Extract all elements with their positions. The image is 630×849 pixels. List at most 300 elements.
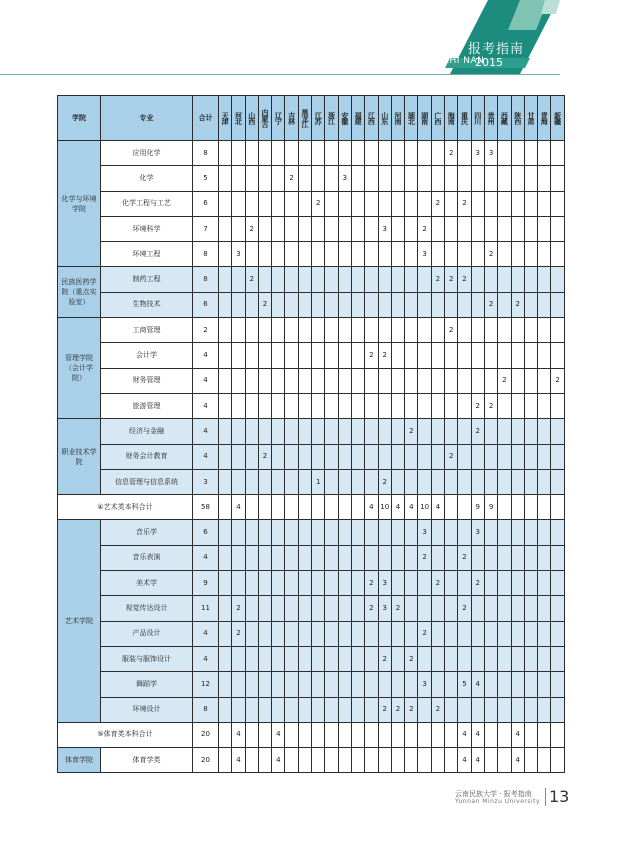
quota-cell xyxy=(312,621,325,646)
quota-cell xyxy=(378,267,391,292)
quota-cell: 2 xyxy=(484,292,497,317)
quota-cell xyxy=(338,646,351,671)
quota-cell xyxy=(511,495,524,520)
quota-cell: 2 xyxy=(378,343,391,368)
table-row xyxy=(58,393,565,418)
quota-cell xyxy=(538,520,551,545)
province-header: 福建 xyxy=(351,96,364,141)
quota-cell xyxy=(458,318,471,343)
quota-cell xyxy=(551,318,564,343)
quota-cell xyxy=(511,419,524,444)
quota-cell xyxy=(312,242,325,267)
quota-cell xyxy=(498,520,511,545)
quota-cell xyxy=(351,343,364,368)
quota-cell xyxy=(538,292,551,317)
quota-cell xyxy=(312,495,325,520)
quota-cell: 2 xyxy=(418,545,431,570)
quota-cell: 2 xyxy=(365,596,378,621)
quota-cell xyxy=(325,444,338,469)
quota-cell xyxy=(338,748,351,773)
quota-cell xyxy=(285,545,298,570)
quota-cell xyxy=(258,495,271,520)
quota-cell: 2 xyxy=(484,393,497,418)
quota-cell xyxy=(405,216,418,241)
quota-cell xyxy=(232,393,245,418)
table-row xyxy=(58,318,565,343)
quota-cell xyxy=(285,495,298,520)
quota-cell xyxy=(524,318,537,343)
quota-cell xyxy=(418,419,431,444)
quota-cell xyxy=(351,166,364,191)
quota-cell: 3 xyxy=(471,141,484,166)
quota-cell xyxy=(298,520,311,545)
quota-cell: 4 xyxy=(232,495,245,520)
quota-cell xyxy=(351,191,364,216)
quota-cell: 2 xyxy=(431,697,444,722)
quota-cell xyxy=(391,216,404,241)
quota-cell xyxy=(524,571,537,596)
quota-cell xyxy=(312,216,325,241)
quota-cell xyxy=(484,469,497,494)
quota-cell xyxy=(458,419,471,444)
quota-cell: 4 xyxy=(365,495,378,520)
quota-cell xyxy=(258,748,271,773)
quota-cell xyxy=(405,444,418,469)
quota-cell xyxy=(484,318,497,343)
quota-cell xyxy=(258,216,271,241)
quota-cell xyxy=(285,216,298,241)
quota-cell xyxy=(431,242,444,267)
quota-cell xyxy=(445,419,458,444)
quota-cell xyxy=(431,596,444,621)
subtotal-label: ④艺术类本科合计 xyxy=(58,495,193,520)
quota-cell xyxy=(471,318,484,343)
quota-cell xyxy=(219,292,232,317)
quota-cell xyxy=(524,748,537,773)
quota-cell xyxy=(511,191,524,216)
quota-cell xyxy=(232,697,245,722)
quota-cell xyxy=(272,469,285,494)
quota-cell xyxy=(418,368,431,393)
quota-cell xyxy=(232,646,245,671)
quota-cell xyxy=(471,191,484,216)
quota-cell xyxy=(219,571,232,596)
province-header: 天津 xyxy=(219,96,232,141)
province-header: 湖北 xyxy=(405,96,418,141)
quota-cell xyxy=(351,318,364,343)
quota-cell xyxy=(365,444,378,469)
province-header: 四川 xyxy=(471,96,484,141)
total-cell: 4 xyxy=(193,393,219,418)
table-row xyxy=(58,520,565,545)
quota-cell xyxy=(365,191,378,216)
major-cell: 环境科学 xyxy=(101,216,193,241)
quota-cell: 2 xyxy=(445,318,458,343)
quota-cell xyxy=(471,596,484,621)
major-cell: 旅游管理 xyxy=(101,393,193,418)
quota-cell xyxy=(351,596,364,621)
quota-cell xyxy=(418,646,431,671)
quota-cell: 3 xyxy=(378,571,391,596)
quota-cell xyxy=(245,672,258,697)
province-header: 广西 xyxy=(431,96,444,141)
table-row xyxy=(58,242,565,267)
province-header: 山东 xyxy=(378,96,391,141)
total-cell: 4 xyxy=(193,444,219,469)
total-cell: 4 xyxy=(193,368,219,393)
total-cell: 20 xyxy=(193,748,219,773)
quota-cell xyxy=(272,343,285,368)
quota-cell xyxy=(325,166,338,191)
quota-cell xyxy=(551,242,564,267)
quota-cell xyxy=(351,267,364,292)
quota-cell xyxy=(484,191,497,216)
quota-cell xyxy=(538,672,551,697)
quota-cell xyxy=(431,722,444,747)
quota-cell xyxy=(272,166,285,191)
quota-cell xyxy=(365,545,378,570)
quota-cell xyxy=(272,292,285,317)
table-row xyxy=(58,191,565,216)
quota-cell xyxy=(551,646,564,671)
quota-cell: 4 xyxy=(391,495,404,520)
quota-cell xyxy=(405,672,418,697)
quota-cell: 4 xyxy=(272,748,285,773)
quota-cell xyxy=(498,697,511,722)
quota-cell xyxy=(551,216,564,241)
quota-cell xyxy=(312,393,325,418)
quota-cell xyxy=(484,368,497,393)
quota-cell xyxy=(445,672,458,697)
quota-cell xyxy=(245,393,258,418)
quota-cell xyxy=(285,242,298,267)
quota-cell xyxy=(538,571,551,596)
quota-cell xyxy=(538,646,551,671)
quota-cell xyxy=(325,191,338,216)
quota-cell xyxy=(498,571,511,596)
quota-cell xyxy=(232,545,245,570)
enrollment-table-container xyxy=(57,95,564,771)
total-header: 合计 xyxy=(193,96,219,141)
province-header: 河南 xyxy=(391,96,404,141)
quota-cell xyxy=(511,469,524,494)
quota-cell xyxy=(418,166,431,191)
quota-cell: 2 xyxy=(511,292,524,317)
table-row xyxy=(58,621,565,646)
quota-cell xyxy=(498,343,511,368)
quota-cell xyxy=(471,646,484,671)
quota-cell xyxy=(405,748,418,773)
province-header: 内蒙古 xyxy=(258,96,271,141)
total-cell: 4 xyxy=(193,545,219,570)
subtotal-row xyxy=(58,722,565,747)
quota-cell xyxy=(312,545,325,570)
quota-cell xyxy=(538,343,551,368)
quota-cell xyxy=(498,596,511,621)
quota-cell xyxy=(511,216,524,241)
quota-cell xyxy=(232,444,245,469)
quota-cell xyxy=(338,242,351,267)
quota-cell xyxy=(538,697,551,722)
table-row xyxy=(58,748,565,773)
quota-cell xyxy=(325,748,338,773)
quota-cell xyxy=(351,495,364,520)
quota-cell xyxy=(351,216,364,241)
quota-cell: 9 xyxy=(484,495,497,520)
quota-cell xyxy=(524,596,537,621)
quota-cell xyxy=(245,419,258,444)
quota-cell xyxy=(511,343,524,368)
quota-cell xyxy=(405,318,418,343)
quota-cell: 2 xyxy=(391,596,404,621)
quota-cell xyxy=(245,621,258,646)
quota-cell xyxy=(258,520,271,545)
quota-cell xyxy=(298,444,311,469)
quota-cell xyxy=(405,545,418,570)
quota-cell: 2 xyxy=(445,444,458,469)
quota-cell xyxy=(471,545,484,570)
quota-cell xyxy=(232,343,245,368)
quota-cell xyxy=(258,469,271,494)
quota-cell xyxy=(351,722,364,747)
quota-cell xyxy=(391,545,404,570)
quota-cell xyxy=(258,697,271,722)
quota-cell xyxy=(551,166,564,191)
quota-cell xyxy=(445,191,458,216)
quota-cell xyxy=(245,748,258,773)
quota-cell xyxy=(498,166,511,191)
quota-cell xyxy=(418,722,431,747)
quota-cell xyxy=(524,545,537,570)
quota-cell xyxy=(538,596,551,621)
quota-cell xyxy=(484,646,497,671)
quota-cell xyxy=(219,469,232,494)
quota-cell xyxy=(405,267,418,292)
quota-cell xyxy=(458,697,471,722)
quota-cell xyxy=(484,748,497,773)
quota-cell xyxy=(365,393,378,418)
quota-cell xyxy=(219,722,232,747)
quota-cell xyxy=(232,166,245,191)
quota-cell xyxy=(325,646,338,671)
quota-cell xyxy=(391,393,404,418)
quota-cell xyxy=(298,267,311,292)
total-cell: 11 xyxy=(193,596,219,621)
quota-cell xyxy=(351,520,364,545)
quota-cell xyxy=(365,469,378,494)
quota-cell xyxy=(219,621,232,646)
major-cell: 会计学 xyxy=(101,343,193,368)
quota-cell xyxy=(219,216,232,241)
quota-cell: 4 xyxy=(272,722,285,747)
quota-cell xyxy=(445,216,458,241)
quota-cell xyxy=(498,141,511,166)
quota-cell xyxy=(351,242,364,267)
province-header: 浙江 xyxy=(325,96,338,141)
major-cell: 生物技术 xyxy=(101,292,193,317)
quota-cell xyxy=(418,292,431,317)
quota-cell xyxy=(232,571,245,596)
quota-cell xyxy=(325,545,338,570)
quota-cell xyxy=(245,495,258,520)
quota-cell xyxy=(551,748,564,773)
quota-cell xyxy=(365,166,378,191)
quota-cell xyxy=(258,419,271,444)
quota-cell xyxy=(312,267,325,292)
quota-cell xyxy=(471,216,484,241)
quota-cell: 3 xyxy=(471,520,484,545)
quota-cell xyxy=(325,697,338,722)
quota-cell xyxy=(258,672,271,697)
quota-cell xyxy=(458,520,471,545)
quota-cell xyxy=(219,393,232,418)
quota-cell xyxy=(285,292,298,317)
quota-cell xyxy=(445,748,458,773)
major-cell: 美术学 xyxy=(101,571,193,596)
quota-cell xyxy=(484,697,497,722)
quota-cell xyxy=(245,571,258,596)
quota-cell: 2 xyxy=(431,191,444,216)
table-row xyxy=(58,646,565,671)
quota-cell xyxy=(338,419,351,444)
quota-cell xyxy=(325,141,338,166)
quota-cell xyxy=(538,368,551,393)
table-row xyxy=(58,166,565,191)
quota-cell xyxy=(431,166,444,191)
province-header: 山西 xyxy=(245,96,258,141)
quota-cell xyxy=(484,672,497,697)
quota-cell xyxy=(445,393,458,418)
quota-cell: 10 xyxy=(418,495,431,520)
quota-cell xyxy=(232,141,245,166)
province-header: 江西 xyxy=(365,96,378,141)
total-cell: 3 xyxy=(193,469,219,494)
quota-cell xyxy=(338,141,351,166)
quota-cell xyxy=(445,697,458,722)
quota-cell: 3 xyxy=(418,672,431,697)
quota-cell xyxy=(219,495,232,520)
quota-cell xyxy=(484,545,497,570)
total-cell: 9 xyxy=(193,571,219,596)
quota-cell xyxy=(431,672,444,697)
total-cell: 5 xyxy=(193,166,219,191)
quota-cell xyxy=(538,419,551,444)
province-header: 河北 xyxy=(232,96,245,141)
quota-cell xyxy=(285,596,298,621)
major-cell: 体育学类 xyxy=(101,748,193,773)
college-header: 学院 xyxy=(58,96,101,141)
quota-cell xyxy=(351,368,364,393)
quota-cell xyxy=(431,646,444,671)
quota-cell xyxy=(405,520,418,545)
quota-cell xyxy=(258,545,271,570)
quota-cell: 2 xyxy=(445,141,458,166)
quota-cell xyxy=(378,520,391,545)
quota-cell xyxy=(458,343,471,368)
quota-cell xyxy=(285,141,298,166)
quota-cell: 2 xyxy=(391,697,404,722)
quota-cell xyxy=(405,343,418,368)
quota-cell: 2 xyxy=(258,444,271,469)
quota-cell: 2 xyxy=(232,596,245,621)
quota-cell xyxy=(445,520,458,545)
quota-cell xyxy=(405,722,418,747)
quota-cell: 5 xyxy=(458,672,471,697)
major-cell: 制药工程 xyxy=(101,267,193,292)
quota-cell xyxy=(391,748,404,773)
total-cell: 4 xyxy=(193,621,219,646)
quota-cell xyxy=(378,444,391,469)
quota-cell xyxy=(325,571,338,596)
quota-cell xyxy=(272,495,285,520)
quota-cell xyxy=(458,571,471,596)
total-cell: 8 xyxy=(193,141,219,166)
quota-cell xyxy=(325,596,338,621)
quota-cell xyxy=(298,722,311,747)
quota-cell xyxy=(445,722,458,747)
quota-cell: 2 xyxy=(285,166,298,191)
quota-cell xyxy=(365,748,378,773)
quota-cell xyxy=(338,318,351,343)
quota-cell: 2 xyxy=(418,621,431,646)
quota-cell xyxy=(391,621,404,646)
quota-cell xyxy=(391,166,404,191)
quota-cell xyxy=(418,697,431,722)
quota-cell xyxy=(219,318,232,343)
province-header: 黑龙江 xyxy=(298,96,311,141)
quota-cell xyxy=(511,672,524,697)
quota-cell: 2 xyxy=(431,267,444,292)
quota-cell xyxy=(298,672,311,697)
quota-cell xyxy=(351,444,364,469)
quota-cell: 3 xyxy=(338,166,351,191)
total-cell: 6 xyxy=(193,191,219,216)
quota-cell xyxy=(365,242,378,267)
table-row xyxy=(58,368,565,393)
quota-cell xyxy=(365,621,378,646)
province-header: 青海 xyxy=(538,96,551,141)
quota-cell xyxy=(524,520,537,545)
college-cell: 管理学院（会计学院） xyxy=(58,318,101,419)
quota-cell xyxy=(418,343,431,368)
quota-cell xyxy=(365,318,378,343)
quota-cell xyxy=(458,393,471,418)
quota-cell xyxy=(312,722,325,747)
quota-cell xyxy=(458,242,471,267)
quota-cell xyxy=(272,596,285,621)
quota-cell xyxy=(338,393,351,418)
quota-cell xyxy=(551,141,564,166)
quota-cell xyxy=(351,748,364,773)
table-row xyxy=(58,545,565,570)
quota-cell: 2 xyxy=(405,697,418,722)
quota-cell xyxy=(232,672,245,697)
quota-cell: 3 xyxy=(418,242,431,267)
major-cell: 经济与金融 xyxy=(101,419,193,444)
quota-cell xyxy=(232,368,245,393)
quota-cell xyxy=(418,748,431,773)
quota-cell xyxy=(338,596,351,621)
quota-cell xyxy=(272,520,285,545)
province-header: 湖南 xyxy=(418,96,431,141)
major-cell: 化学 xyxy=(101,166,193,191)
quota-cell xyxy=(511,545,524,570)
quota-cell xyxy=(431,419,444,444)
quota-cell xyxy=(219,596,232,621)
quota-cell xyxy=(258,242,271,267)
quota-cell xyxy=(498,242,511,267)
quota-cell xyxy=(524,469,537,494)
